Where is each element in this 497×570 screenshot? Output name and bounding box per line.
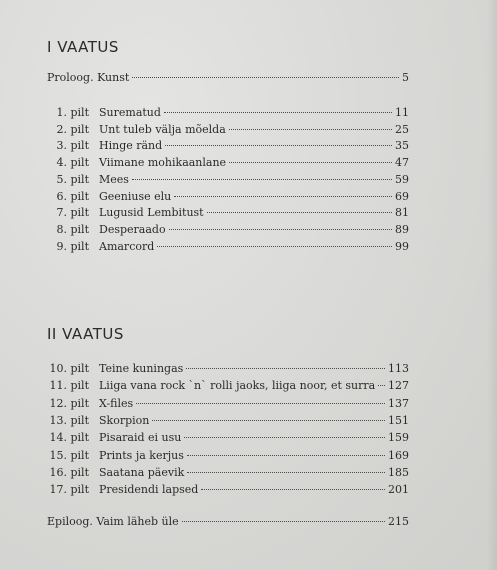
toc-page-number: 151	[388, 413, 409, 427]
toc-entry-row	[47, 155, 409, 170]
toc-entry-row	[47, 189, 409, 204]
toc-entry-title: X-files	[99, 396, 134, 410]
toc-entry-number: 8. pilt	[56, 222, 89, 236]
toc-entry-number: 1. pilt	[56, 106, 89, 119]
toc-page-number: 35	[395, 139, 409, 153]
toc-entry-row	[47, 378, 409, 393]
toc-entry-title: Liiga vana rock `n` rolli jaoks, liiga noor, et surra	[99, 379, 376, 393]
toc-entry-title: Unt tuleb välja mõelda	[99, 122, 226, 136]
toc-entry-row	[47, 138, 409, 153]
toc-entry-number: 11. pilt	[49, 379, 89, 393]
toc-entry-number: 13. pilt	[49, 413, 89, 427]
leader-dots	[378, 385, 385, 386]
toc-entry-row	[47, 482, 409, 497]
toc-entry-number: 10. pilt	[49, 362, 89, 375]
toc-entry-number: 9. pilt	[56, 239, 89, 253]
toc-page-number: 215	[388, 515, 409, 528]
toc-entry-row	[47, 122, 409, 137]
toc-entry-row	[47, 172, 409, 187]
toc-entry-row	[47, 448, 409, 463]
toc-page-number: 25	[395, 122, 409, 136]
toc-entry-row	[47, 465, 409, 480]
toc-page-number: 81	[395, 206, 409, 220]
leader-dots	[187, 472, 385, 473]
toc-entry-number: 3. pilt	[56, 139, 89, 153]
toc-entry-number: 7. pilt	[56, 206, 89, 220]
act-two-heading: II VAATUS	[47, 325, 124, 343]
toc-entry-title: Prints ja kerjus	[99, 448, 184, 462]
toc-entry-title: Lugusid Lembitust	[99, 206, 204, 220]
leader-dots	[207, 212, 392, 213]
toc-page-number: 59	[395, 172, 409, 186]
page-edge-shadow	[487, 0, 497, 570]
leader-dots	[201, 489, 385, 490]
toc-entry-title: Surematud	[99, 106, 161, 119]
leader-dots	[132, 77, 399, 78]
toc-page-number: 201	[388, 483, 409, 497]
toc-entry-title: Hinge ränd	[99, 139, 163, 153]
toc-prologue-label: Proloog. Kunst	[47, 71, 130, 84]
toc-page-number: 11	[395, 106, 409, 119]
toc-page-number: 113	[388, 362, 409, 375]
toc-page-number: 89	[395, 222, 409, 236]
leader-dots	[182, 521, 385, 522]
toc-entry-title: Saatana päevik	[99, 465, 185, 479]
toc-entry-row	[47, 413, 409, 428]
leader-dots	[229, 129, 392, 130]
toc-entry-number: 5. pilt	[56, 172, 89, 186]
leader-dots	[187, 455, 385, 456]
toc-entry-row	[47, 105, 409, 120]
leader-dots	[229, 162, 392, 163]
toc-entry-row	[47, 396, 409, 411]
toc-entry-number: 4. pilt	[56, 156, 89, 170]
toc-epilogue-label: Epiloog. Vaim läheb üle	[47, 515, 179, 528]
toc-page-number: 185	[388, 465, 409, 479]
leader-dots	[169, 229, 392, 230]
toc-page-number: 47	[395, 156, 409, 170]
leader-dots	[152, 420, 385, 421]
toc-entry-title: Viimane mohikaanlane	[99, 156, 227, 170]
toc-entry-title: Desperaado	[99, 222, 166, 236]
toc-entry-title: Pisaraid ei usu	[99, 431, 182, 445]
toc-entry-number: 2. pilt	[56, 122, 89, 136]
toc-prologue-row	[47, 70, 409, 85]
toc-entry-number: 16. pilt	[49, 465, 89, 479]
leader-dots	[132, 179, 392, 180]
toc-page-number: 127	[388, 379, 409, 393]
toc-page-number: 169	[388, 448, 409, 462]
toc-entry-title: Skorpion	[99, 413, 150, 427]
toc-epilogue-row	[47, 514, 409, 529]
toc-entry-title: Presidendi lapsed	[99, 483, 199, 497]
toc-page-number: 69	[395, 189, 409, 203]
toc-entry-number: 12. pilt	[49, 396, 89, 410]
toc-page-number: 137	[388, 396, 409, 410]
toc-page-number: 159	[388, 431, 409, 445]
leader-dots	[186, 368, 385, 369]
leader-dots	[184, 437, 385, 438]
toc-entry-row	[47, 430, 409, 445]
toc-entry-title: Teine kuningas	[99, 362, 184, 375]
toc-page-number: 99	[395, 239, 409, 253]
leader-dots	[165, 145, 392, 146]
leader-dots	[174, 196, 392, 197]
toc-entry-row	[47, 222, 409, 237]
toc-entry-number: 17. pilt	[49, 483, 89, 497]
toc-entry-row	[47, 205, 409, 220]
toc-entry-title: Geeniuse elu	[99, 189, 172, 203]
leader-dots	[164, 112, 392, 113]
toc-entry-title: Mees	[99, 172, 129, 186]
toc-entry-row	[47, 361, 409, 376]
toc-entry-number: 15. pilt	[49, 448, 89, 462]
toc-entry-number: 14. pilt	[49, 431, 89, 445]
leader-dots	[136, 403, 385, 404]
toc-entry-title: Amarcord	[99, 239, 155, 253]
act-one-heading: I VAATUS	[47, 38, 119, 56]
leader-dots	[157, 246, 392, 247]
toc-entry-number: 6. pilt	[56, 189, 89, 203]
toc-page-number: 5	[402, 71, 409, 84]
toc-entry-row	[47, 239, 409, 254]
